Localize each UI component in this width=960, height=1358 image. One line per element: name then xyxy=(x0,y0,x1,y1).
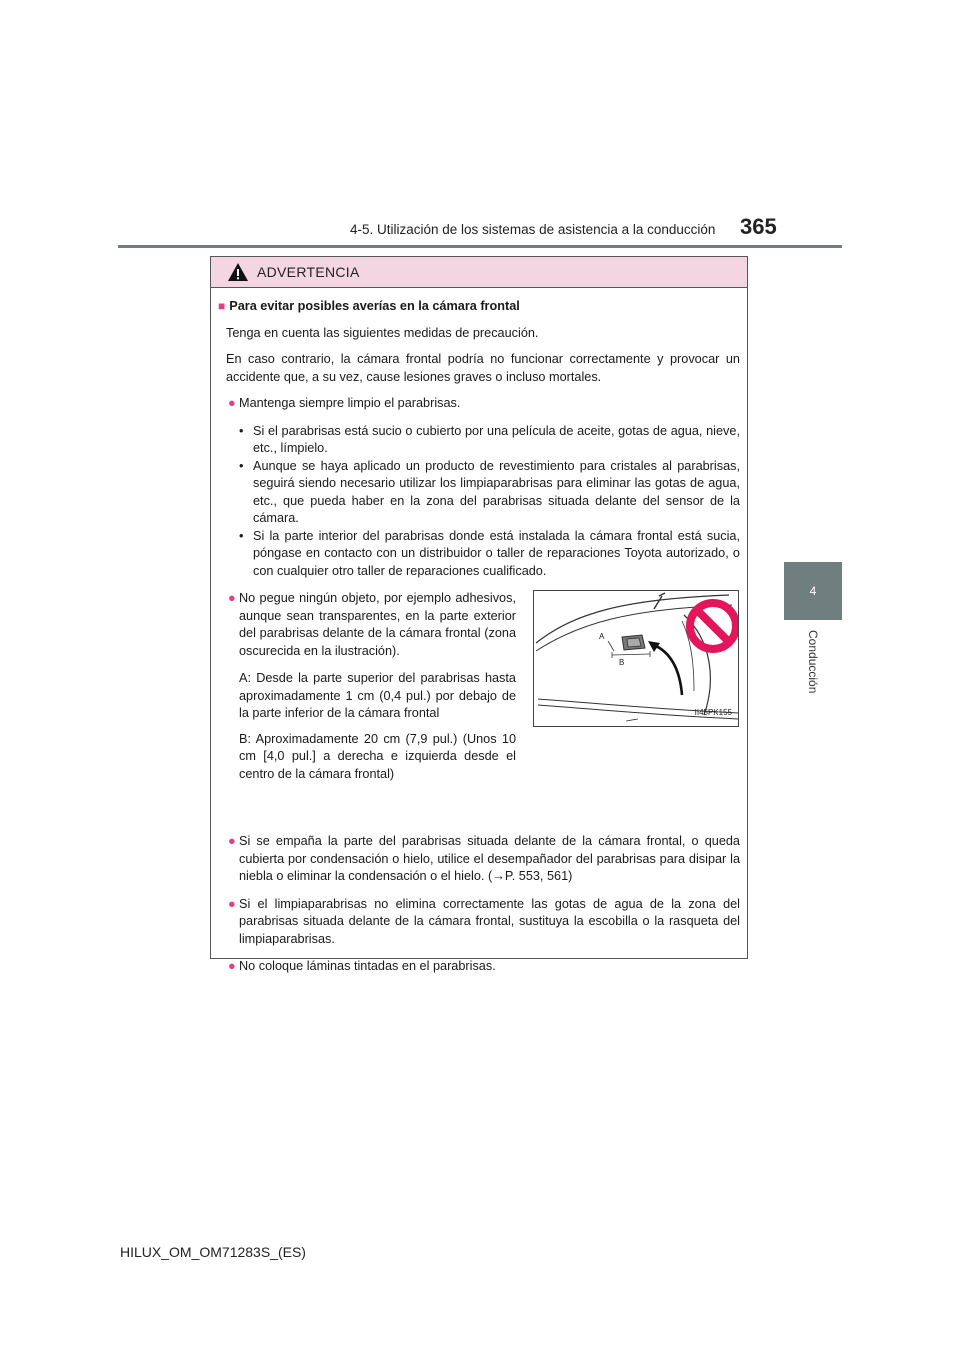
warning-box xyxy=(210,256,748,973)
dot-bullet-icon: • xyxy=(239,528,244,543)
prohibition-icon xyxy=(690,603,736,649)
label-a: A xyxy=(599,632,605,641)
circle-bullet-icon: ● xyxy=(228,396,236,410)
circle-bullet-icon: ● xyxy=(228,959,236,973)
windshield-illustration xyxy=(533,590,739,727)
list-item: ● Si el limpiaparabrisas no elimina correctamente las gotas de agua de la zona del parabrisas situada delante de la cámara frontal, sustituya la escobilla o la rasqueta del limpiaparabrisas. xyxy=(228,896,740,946)
list-item: ● Mantenga siempre limpio el parabrisas. xyxy=(218,395,740,413)
sub-list-item: • Si el parabrisas está sucio o cubierto por una película de aceite, gotas de agua, nieve, etc., límpielo. xyxy=(239,423,740,455)
warning-title: ADVERTENCIA xyxy=(257,264,360,280)
note-a: A: Desde la parte superior del parabrisas hasta aproximadamente 1 cm (0,4 pul.) por debajo de la parte inferior de la cámara frontal xyxy=(239,671,516,720)
illustration-code: II45PK155 xyxy=(694,707,732,717)
chapter-number: 4 xyxy=(809,584,817,598)
dot-bullet-icon: • xyxy=(239,458,244,473)
chapter-tab xyxy=(784,562,842,620)
intro-paragraph-2: En caso contrario, la cámara frontal podría no funcionar correctamente y provocar un accidente que, a su vez, cause lesiones graves o incluso mortales. xyxy=(226,352,740,384)
dot-bullet-icon: • xyxy=(239,423,244,438)
square-bullet-icon: ■ xyxy=(218,299,226,313)
circle-bullet-icon: ● xyxy=(228,591,236,605)
list-item: ● No pegue ningún objeto, por ejemplo adhesivos, aunque sean transparentes, en la parte exterior del parabrisas delante de la cámara frontal (zona oscurecida en la ilustración). xyxy=(228,591,516,658)
circle-bullet-icon: ● xyxy=(228,896,236,911)
circle-bullet-icon: ● xyxy=(228,834,236,848)
section-title: 4-5. Utilización de los sistemas de asistencia a la conducción xyxy=(350,222,716,237)
intro-paragraph: Tenga en cuenta las siguientes medidas de precaución. xyxy=(226,325,539,340)
list-item: ● No coloque láminas tintadas en el parabrisas. xyxy=(218,958,740,976)
illustrated-section xyxy=(218,590,740,825)
page-number: 365 xyxy=(740,214,777,239)
document-code: HILUX_OM_OM71283S_(ES) xyxy=(120,1244,306,1260)
sub-list-item: • Si la parte interior del parabrisas donde está instalada la cámara frontal está sucia, póngase en contacto con un distribuidor o taller de reparaciones Toyota autorizado, o con cualquier otro taller de reparaciones cualificado. xyxy=(239,528,740,578)
note-b: B: Aproximadamente 20 cm (7,9 pul.) (Unos 10 cm [4,0 pul.] a derecha e izquierda desde el centro de la cámara frontal) xyxy=(239,731,516,781)
warning-header xyxy=(211,257,747,288)
chapter-label: Conducción xyxy=(806,630,820,694)
list-item: ● Si se empaña la parte del parabrisas situada delante de la cámara frontal, o queda cubierta por condensación o hielo, utilice el desempañador del parabrisas para disipar la niebla o eliminar la condensación o el hielo. (→P. 553, 561) xyxy=(228,834,740,883)
warning-heading: ■ Para evitar posibles averías en la cámara frontal xyxy=(218,299,520,313)
illustrated-text xyxy=(218,590,516,791)
sub-list-item: • Aunque se haya aplicado un producto de revestimiento para cristales al parabrisas, seguirá siendo necesario utilizar los limpiaparabrisas para eliminar las gotas de agua, etc., que pueda haber en la zona del parabrisas situada delante del sensor de la cámara. xyxy=(239,458,740,525)
header-rule xyxy=(118,245,842,248)
label-b: B xyxy=(619,658,625,667)
warning-triangle-icon xyxy=(227,262,249,282)
warning-body xyxy=(211,288,747,976)
sub-list xyxy=(218,423,740,581)
